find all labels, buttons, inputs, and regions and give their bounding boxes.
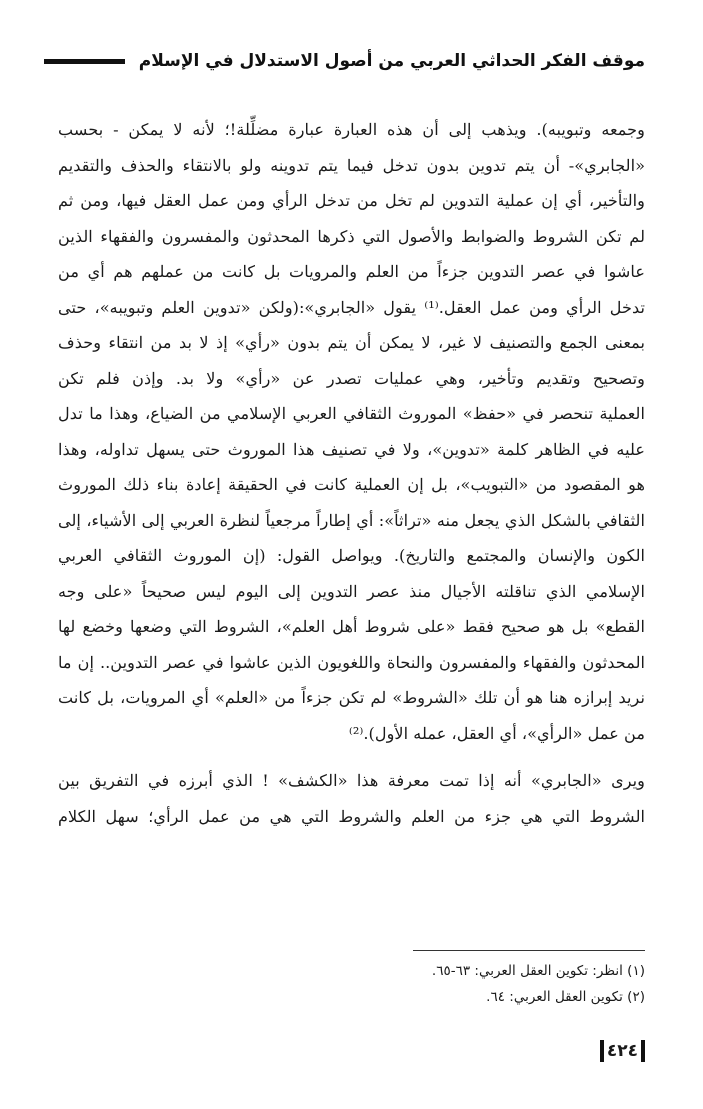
page-number-bar-left [600, 1040, 604, 1062]
text-line: العملية تنحصر في «حفظ» الموروث الثقافي العربي الإسلامي من الضياع، وهذا ما تدل [58, 404, 645, 423]
text-line: عاشوا في عصر التدوين جزءاً من العلم والمرويات بل كانت من عملهم هم أي من [58, 262, 645, 281]
text-line: بمعنى الجمع والتصنيف لا غير، لا يمكن أن يتم بدون «رأي» إذ لا بد من انتقاء وحذف [58, 333, 645, 352]
text-line: القطع» بل هو صحيح فقط «على شروط أهل العلم»، الشروط التي وضعها وخضع لها [58, 617, 645, 636]
text-line: الكون والإنسان والمجتمع والتاريخ). ويواصل القول: (إن الموروث الثقافي العربي [58, 546, 645, 565]
header-title: موقف الفكر الحداثي العربي من أصول الاستدلال في الإسلام [138, 51, 645, 71]
footnotes [58, 958, 645, 1010]
page-number [600, 1040, 645, 1062]
text-line: وتصحيح وتقديم وتأخير، وهي عمليات تصدر عن «رأي» ولا بد. وإذن فلم تكن [58, 368, 645, 388]
footnote-1: (١) انظر: تكوين العقل العربي: ٦٣-٦٥. [431, 963, 645, 979]
text-line: هو المقصود من «التبويب»، بل إن العملية كانت في الحقيقة إعادة بناء ذلك الموروث [58, 475, 645, 494]
text-line: وجمعه وتبويبه). ويذهب إلى أن هذه العبارة عبارة مضلِّلة!؛ لأنه لا يمكن - بحسب [58, 120, 645, 139]
page-number-value: ٤٢٤ [606, 1041, 638, 1061]
text-line: «الجابري»- أن يتم تدوين بدون تدخل فيما يتم تدوينه ولو بالانتقاء والحذف والتقديم [58, 155, 645, 175]
running-header [44, 44, 645, 78]
footnote-separator [413, 950, 645, 951]
text-line: من عمل «الرأي»، أي العقل، عمله الأول).⁽²⁾ [348, 723, 645, 743]
text-line: لم تكن الشروط والضوابط والأصول التي ذكرها المحدثون والمفسرون والفقهاء الذين [58, 226, 645, 246]
page-number-bar-right [641, 1040, 645, 1062]
text-line: عليه في الظاهر كلمة «تدوين»، ولا في تصنيف هذا الموروث حتى يسهل تداوله، وهذا [58, 439, 645, 459]
text-line: الشروط التي هي جزء من العلم والشروط التي هي من عمل الرأي؛ سهل الكلام [58, 806, 645, 826]
main-text [58, 112, 645, 834]
text-line: المحدثون والفقهاء والمفسرون والنحاة واللغويون الذين عاشوا في عصر التدوين.. إن ما [58, 652, 645, 672]
text-line: ويرى «الجابري» أنه إذا تمت معرفة هذا «الكشف» ! الذي أبرزه في التفريق بين [58, 771, 645, 790]
text-line: والتأخير، أي إن عملية التدوين لم تخل من تدخل الرأي ومن عمل العقل فيها، ومن ثم [58, 191, 645, 210]
header-rule [44, 59, 125, 64]
footnote-2: (٢) تكوين العقل العربي: ٦٤. [486, 989, 645, 1005]
text-line: نريد إبرازه هنا هو أن تلك «الشروط» لم تكن جزءاً من «العلم» أي المرويات، بل كانت [58, 688, 645, 707]
paragraph-1 [58, 112, 645, 751]
text-line: الإسلامي الذي تناقلته الأجيال منذ عصر التدوين إلى اليوم ليس صحيحاً «على وجه [58, 581, 645, 601]
text-line: الثقافي بالشكل الذي يجعل منه «تراثاً»: أي إطاراً مرجعياً لنظرة العربي إلى الأشياء، إلى [58, 510, 645, 530]
text-line: تدخل الرأي ومن عمل العقل.⁽¹⁾ يقول «الجابري»:(ولكن «تدوين العلم وتبويبه»، حتى [58, 297, 645, 317]
paragraph-2 [58, 763, 645, 834]
